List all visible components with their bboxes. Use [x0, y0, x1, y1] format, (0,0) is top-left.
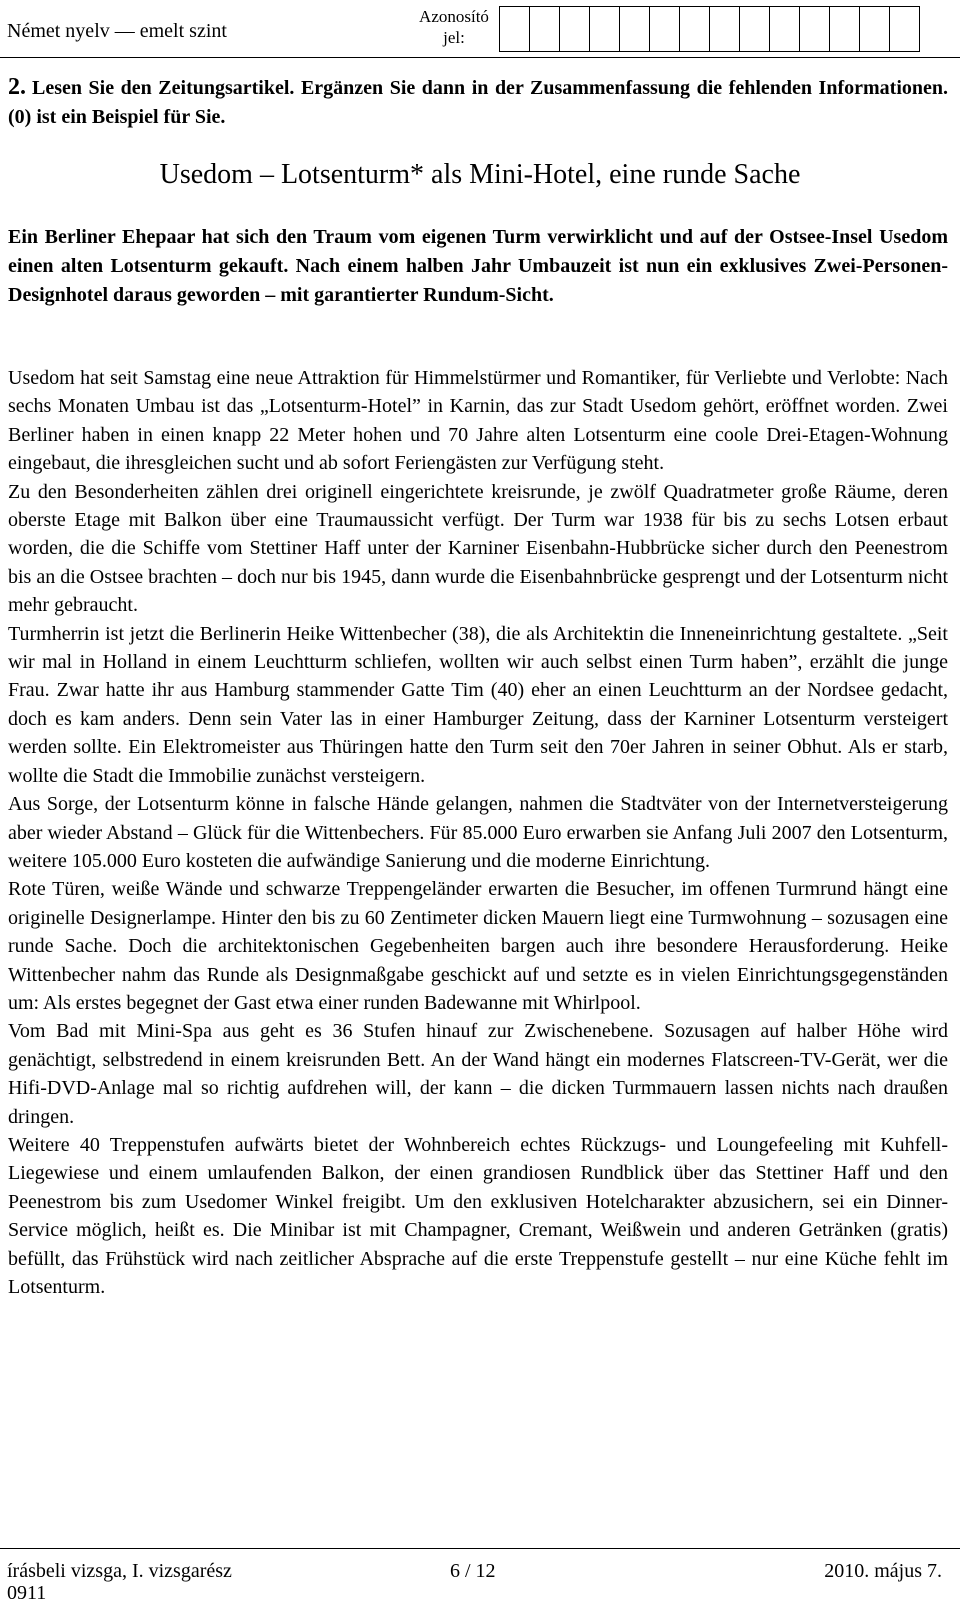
- id-box: [679, 6, 710, 52]
- article-paragraph: Turmherrin ist jetzt die Berlinerin Heike Wittenbecher (38), die als Architektin die Inneneinrichtung gestaltete. „Seit wir mal in Holland in einem Leuchtturm schliefen, wollten wir auch selbst einen Turm haben”, erzählt die junge Frau. Zwar hatte ihr aus Hamburg stammender Gatte Tim (40) eher an einen Leuchtturm an der Nordsee gedacht, doch es kam anders. Denn sein Vater las in einer Hamburger Zeitung, dass der Karniner Lotsenturm versteigert werden sollte. Ein Elektromeister aus Thüringen hatte den Turm seit den 70er Jahren in seiner Obhut. Als er starb, wollte die Stadt die Immobilie zunächst versteigern.: [8, 622, 948, 787]
- id-box: [559, 6, 590, 52]
- id-box: [799, 6, 830, 52]
- footer-exam-part: írásbeli vizsga, I. vizsgarész: [7, 1560, 232, 1582]
- page-number: 6 / 12: [450, 1560, 496, 1582]
- task-number: 2.: [8, 74, 26, 100]
- article-paragraph: Vom Bad mit Mini-Spa aus geht es 36 Stufen hinauf zur Zwischenebene. Sozusagen auf halber Höhe wird genächtigt, selbstredend in einem kreisrunden Bett. An der Wand hängt ein modernes Flatscreen-TV-Gerät, wer die Hifi-DVD-Anlage mal so richtig aufdrehen will, der kann – die dicken Turmmauern lassen nichts nach draußen dringen.: [8, 1020, 948, 1128]
- article-paragraph: Aus Sorge, der Lotsenturm könne in falsche Hände gelangen, nahmen die Stadtväter von der Internetversteigerung aber wieder Abstand – Glück für die Wittenbechers. Für 85.000 Euro erwarben sie Anfang Juli 2007 den Lotsenturm, weitere 105.000 Euro kosteten die aufwändige Sanierung und die moderne Einrichtung.: [8, 793, 948, 872]
- id-box: [769, 6, 800, 52]
- id-box: [589, 6, 620, 52]
- task-text: Lesen Sie den Zeitungsartikel. Ergänzen Sie dann in der Zusammenfassung die fehlenden Informationen. (0) ist ein Beispiel für Sie.: [8, 77, 948, 128]
- article-paragraph: Zu den Besonderheiten zählen drei originell eingerichtete kreisrunde, je zwölf Quadratmeter große Räume, deren oberste Etage mit Balkon über eine Traumaussicht verfügt. Der Turm war 1938 für bis zu sechs Lotsen erbaut worden, die die Schiffe vom Stettiner Haff unter der Karniner Eisenbahn-Hubbrücke sicher durch den Peenestrom bis an die Ostsee brachten – doch nur bis 1945, dann wurde die Eisenbahnbrücke gesprengt und der Lotsenturm nicht mehr gebraucht.: [8, 480, 948, 617]
- page-header: [0, 0, 960, 62]
- header-divider: [0, 57, 960, 58]
- exam-date: 2010. május 7.: [824, 1560, 942, 1582]
- id-box: [619, 6, 650, 52]
- exam-subject: Német nyelv — emelt szint: [7, 20, 227, 42]
- id-box: [739, 6, 770, 52]
- id-label: Azonosító jel:: [419, 7, 489, 47]
- id-box: [529, 6, 560, 52]
- task-instruction: [8, 73, 948, 132]
- id-box: [829, 6, 860, 52]
- article-paragraph: Weitere 40 Treppenstufen aufwärts bietet der Wohnbereich echtes Rückzugs- und Loungefeeling mit Kuhfell-Liegewiese und einem umlaufenden Balkon, der einen grandiosen Rundblick über das Stettiner Haff und den Peenestrom bis zum Usedomer Winkel freigibt. Um den exklusiven Hotelcharakter abzusichern, sei ein Dinner-Service möglich, heißt es. Die Minibar ist mit Champagner, Cremant, Weißwein und anderen Getränken (gratis) befüllt, das Frühstück wird nach zeitlicher Absprache auf die erste Treppenstufe gestellt – nur eine Küche fehlt im Lotsenturm.: [8, 1133, 948, 1298]
- id-box: [649, 6, 680, 52]
- article-paragraph: Usedom hat seit Samstag eine neue Attraktion für Himmelstürmer und Romantiker, für Verliebte und Verlobte: Nach sechs Monaten Umbau ist das „Lotsenturm-Hotel” in Karnin, das zur Stadt Usedom gehört, eröffnet worden. Zwei Berliner haben in einen knapp 22 Meter hohen und 70 Jahre alten Lotsenturm eine coole Drei-Etagen-Wohnung eingebaut, die ihresgleichen sucht und ab sofort Feriengästen zur Verfügung steht.: [8, 367, 948, 475]
- footer-code: 0911: [7, 1582, 47, 1604]
- article-lead: Ein Berliner Ehepaar hat sich den Traum vom eigenen Turm verwirklicht und auf der Ostsee-Insel Usedom einen alten Lotsenturm gekauft. Nach einem halben Jahr Umbauzeit ist nun ein exklusives Zwei-Personen-Designhotel daraus geworden – mit garantierter Rundum-Sicht.: [8, 226, 948, 306]
- id-box: [499, 6, 530, 52]
- article-title: Usedom – Lotsenturm* als Mini-Hotel, eine runde Sache: [159, 159, 801, 190]
- id-input-boxes: [500, 6, 920, 52]
- id-box: [709, 6, 740, 52]
- id-box: [889, 6, 920, 52]
- id-box: [859, 6, 890, 52]
- footer-exam-info: [7, 1560, 232, 1604]
- article-paragraph: Rote Türen, weiße Wände und schwarze Treppengeländer erwarten die Besucher, im offenen Turmrund hängt eine originelle Designerlampe. Hinter den bis zu 60 Zentimeter dicken Mauern liegt eine Turmwohnung – sozusagen eine runde Sache. Doch die architektonischen Gegebenheiten bargen auch ihre besondere Herausforderung. Heike Wittenbecher nahm das Runde als Designmaßgabe geschickt auf und setzte es in vielen Einrichtungsgegenständen um: Als erstes begegnet der Gast etwa einer runden Badewanne mit Whirlpool.: [8, 878, 948, 1014]
- article-body: [8, 364, 948, 1301]
- footer-divider: [0, 1548, 960, 1549]
